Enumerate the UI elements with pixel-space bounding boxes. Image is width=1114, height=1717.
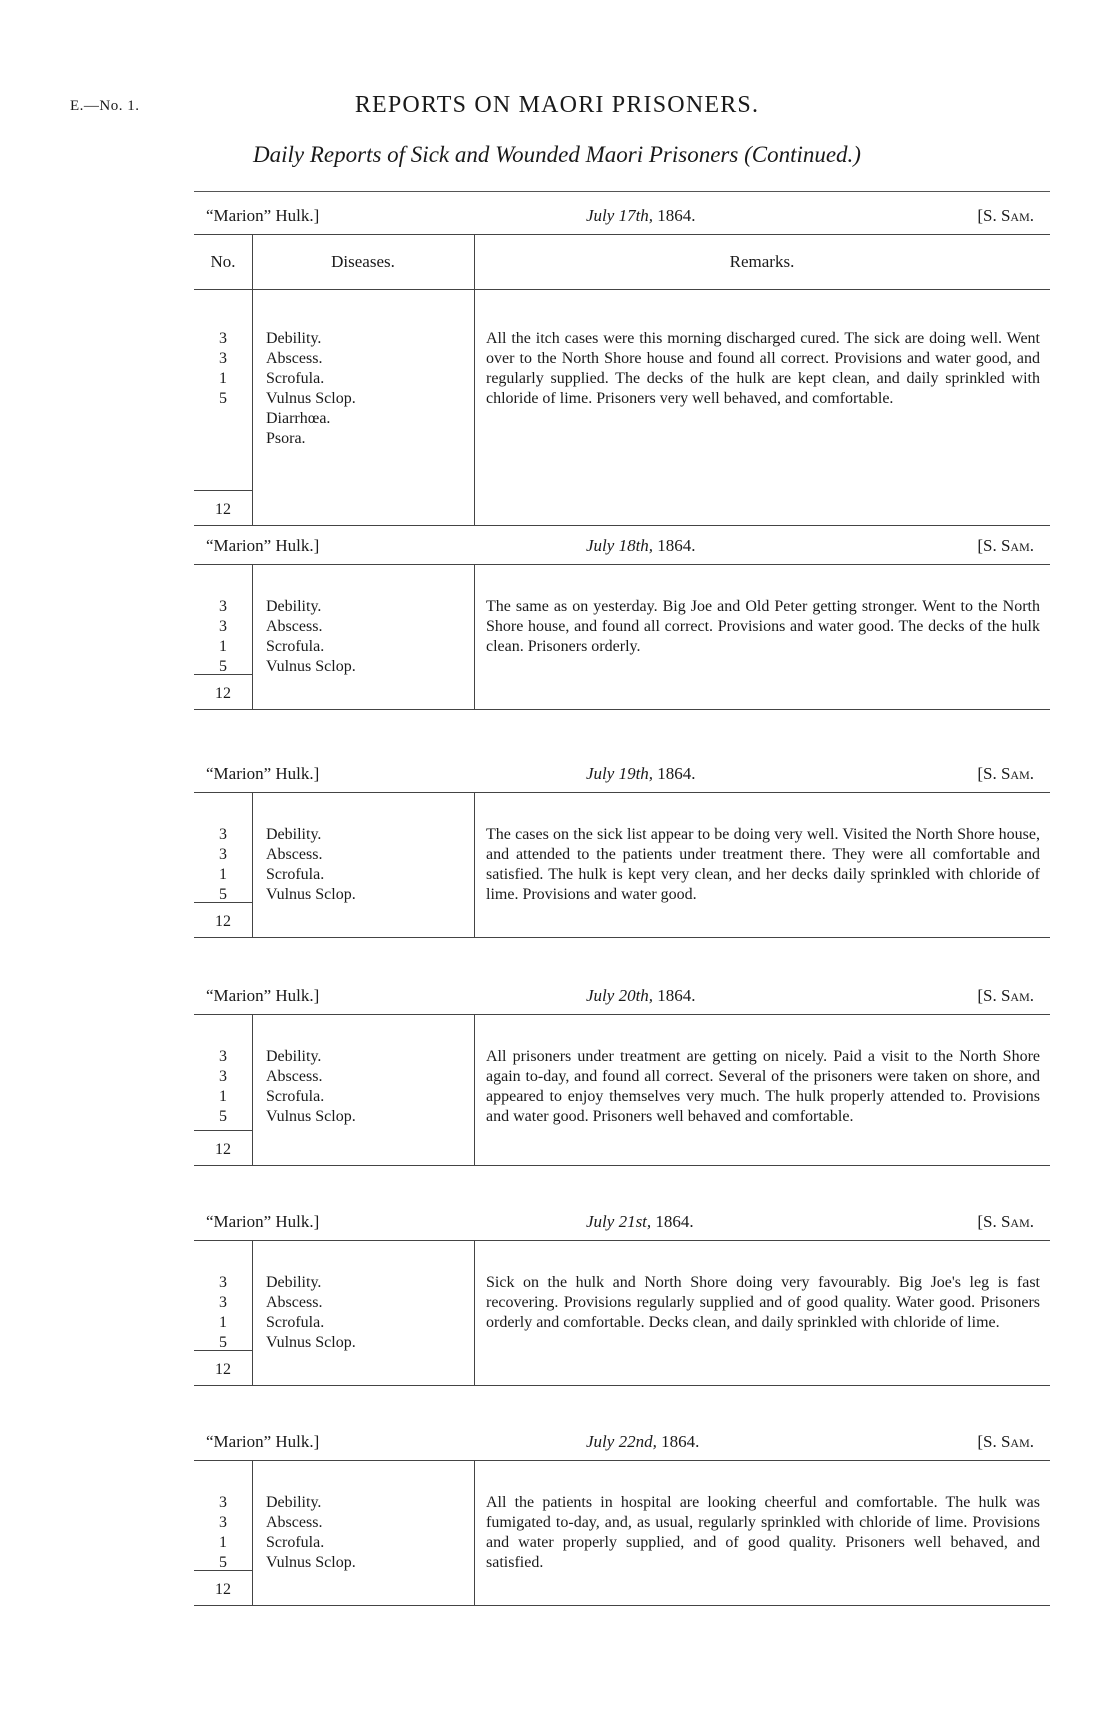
total-rule [194, 1350, 252, 1351]
report-section [194, 752, 1050, 938]
report-header [194, 1200, 1050, 1240]
report-header [194, 752, 1050, 792]
case-number: 3 [219, 1068, 227, 1085]
case-total: 12 [215, 1581, 231, 1598]
disease-item: Debility. [266, 330, 322, 347]
case-number: 5 [219, 1108, 227, 1125]
disease-item: Vulnus Sclop. [266, 1334, 356, 1351]
report-table [194, 564, 1050, 710]
case-number: 1 [219, 866, 227, 883]
officer-signature [977, 764, 1034, 784]
case-numbers [194, 329, 252, 409]
officer-name: Sam. [1000, 1432, 1034, 1451]
diseases-column [252, 1461, 475, 1605]
total-rule [194, 490, 252, 491]
officer-signature [977, 206, 1034, 226]
disease-list [266, 1273, 356, 1353]
report-date-day: July 21st, [586, 1212, 652, 1231]
remarks-column [474, 235, 1050, 525]
officer-name: Sam. [1000, 764, 1034, 783]
report-date-year: 1864. [655, 1212, 694, 1231]
report-date-year: 1864. [657, 764, 696, 783]
case-numbers [194, 1493, 252, 1573]
officer-name: Sam. [1000, 536, 1034, 555]
case-number: 1 [219, 370, 227, 387]
officer-prefix: [S. [977, 206, 997, 225]
column-header-diseases: Diseases. [331, 252, 395, 271]
case-total: 12 [215, 685, 231, 702]
case-total: 12 [215, 913, 231, 930]
number-column [194, 1461, 253, 1605]
officer-signature [977, 986, 1034, 1006]
disease-item: Vulnus Sclop. [266, 886, 356, 903]
disease-item: Debility. [266, 1274, 322, 1291]
report-section [194, 194, 1050, 526]
case-number: 5 [219, 1554, 227, 1571]
disease-item: Abscess. [266, 1068, 323, 1085]
disease-item: Scrofula. [266, 370, 325, 387]
report-section [194, 1420, 1050, 1606]
case-number: 1 [219, 638, 227, 655]
disease-item: Diarrhœa. [266, 410, 331, 427]
officer-signature [977, 536, 1034, 556]
report-header [194, 1420, 1050, 1460]
remarks-column [474, 793, 1050, 937]
case-total: 12 [215, 1141, 231, 1158]
case-number: 3 [219, 350, 227, 367]
disease-item: Vulnus Sclop. [266, 390, 356, 407]
report-date [586, 986, 696, 1006]
disease-list [266, 597, 356, 677]
disease-item: Debility. [266, 1048, 322, 1065]
disease-item: Scrofula. [266, 638, 325, 655]
report-section [194, 524, 1050, 710]
disease-list [266, 329, 356, 449]
disease-item: Psora. [266, 430, 306, 447]
disease-item: Debility. [266, 1494, 322, 1511]
case-numbers [194, 1273, 252, 1353]
column-header-rule [194, 289, 1050, 290]
disease-item: Scrofula. [266, 1314, 325, 1331]
diseases-column [252, 793, 475, 937]
report-date-day: July 20th, [586, 986, 654, 1005]
case-total: 12 [215, 1361, 231, 1378]
report-header [194, 524, 1050, 564]
disease-item: Abscess. [266, 846, 323, 863]
case-number: 3 [219, 1294, 227, 1311]
officer-prefix: [S. [977, 986, 997, 1005]
number-column [194, 1241, 253, 1385]
case-number: 3 [219, 1514, 227, 1531]
diseases-column [252, 1241, 475, 1385]
officer-name: Sam. [1000, 206, 1034, 225]
officer-prefix: [S. [977, 536, 997, 555]
report-date [586, 764, 696, 784]
disease-list [266, 825, 356, 905]
disease-item: Abscess. [266, 1294, 323, 1311]
vessel-label: “Marion” Hulk.] [206, 206, 320, 225]
report-table [194, 234, 1050, 526]
case-number: 3 [219, 598, 227, 615]
diseases-column [252, 565, 475, 709]
disease-item: Abscess. [266, 1514, 323, 1531]
number-column [194, 565, 253, 709]
officer-prefix: [S. [977, 1212, 997, 1231]
disease-list [266, 1047, 356, 1127]
officer-name: Sam. [1000, 986, 1034, 1005]
case-number: 5 [219, 658, 227, 675]
case-number: 5 [219, 1334, 227, 1351]
vessel-label: “Marion” Hulk.] [206, 986, 320, 1005]
total-rule [194, 674, 252, 675]
case-number: 3 [219, 618, 227, 635]
page-reference: E.—No. 1. [70, 98, 140, 114]
column-header-no: No. [210, 252, 236, 271]
remarks-text: All the itch cases were this morning discharged cured. The sick are doing well. Went over to the North Shore house and found all correct. Provisions and water good, and regularly supplied. The decks of the hulk are kept clean, and daily sprinkled with chloride of lime. Prisoners very well behaved, and comfortable. [486, 330, 1040, 407]
disease-list [266, 1493, 356, 1573]
title-rule [194, 191, 1050, 192]
officer-prefix: [S. [977, 764, 997, 783]
vessel-label: “Marion” Hulk.] [206, 764, 320, 783]
vessel-label: “Marion” Hulk.] [206, 536, 320, 555]
report-date-year: 1864. [657, 206, 696, 225]
number-column [194, 1015, 253, 1165]
case-number: 5 [219, 390, 227, 407]
report-date-day: July 17th, [586, 206, 654, 225]
report-date-day: July 19th, [586, 764, 654, 783]
report-date-year: 1864. [661, 1432, 700, 1451]
disease-item: Debility. [266, 598, 322, 615]
number-column [194, 793, 253, 937]
report-table [194, 1240, 1050, 1386]
remarks-text: The cases on the sick list appear to be doing very well. Visited the North Shore house, and attended to the patients under treatment there. They were all comfortable and satisfied. The hulk is kept very clean, and her decks daily sprinkled with chloride of lime. Provisions and water good. [486, 826, 1040, 903]
disease-item: Abscess. [266, 350, 323, 367]
report-table [194, 792, 1050, 938]
case-number: 1 [219, 1088, 227, 1105]
remarks-column [474, 1461, 1050, 1605]
report-date-day: July 18th, [586, 536, 654, 555]
report-date-year: 1864. [657, 986, 696, 1005]
disease-item: Scrofula. [266, 1534, 325, 1551]
diseases-column [252, 1015, 475, 1165]
officer-name: Sam. [1000, 1212, 1034, 1231]
case-number: 3 [219, 1274, 227, 1291]
officer-prefix: [S. [977, 1432, 997, 1451]
total-rule [194, 1130, 252, 1131]
report-date-day: July 22nd, [586, 1432, 657, 1451]
column-header-remarks: Remarks. [729, 252, 795, 271]
report-table [194, 1014, 1050, 1166]
case-number: 3 [219, 846, 227, 863]
page-subtitle: Daily Reports of Sick and Wounded Maori Prisoners (Continued.) [253, 142, 861, 167]
disease-item: Vulnus Sclop. [266, 1554, 356, 1571]
disease-item: Abscess. [266, 618, 323, 635]
vessel-label: “Marion” Hulk.] [206, 1212, 320, 1231]
report-date-year: 1864. [657, 536, 696, 555]
report-table [194, 1460, 1050, 1606]
case-total: 12 [215, 501, 231, 518]
officer-signature [977, 1432, 1034, 1452]
report-section [194, 974, 1050, 1166]
remarks-column [474, 565, 1050, 709]
page-title: REPORTS ON MAORI PRISONERS. [354, 92, 760, 118]
case-number: 1 [219, 1314, 227, 1331]
report-header [194, 194, 1050, 234]
remarks-text: All the patients in hospital are looking cheerful and comfortable. The hulk was fumigated to-day, and, as usual, regularly sprinkled with chloride of lime. Provisions and water properly supplied, and of good quality. Prisoners well behaved, and satisfied. [486, 1494, 1040, 1571]
report-date [586, 1432, 699, 1452]
disease-item: Vulnus Sclop. [266, 1108, 356, 1125]
case-numbers [194, 1047, 252, 1127]
case-number: 3 [219, 1048, 227, 1065]
report-date [586, 536, 696, 556]
case-numbers [194, 597, 252, 677]
case-number: 1 [219, 1534, 227, 1551]
remarks-text: All prisoners under treatment are getting on nicely. Paid a visit to the North Shore again to-day, and found all correct. Several of the prisoners were taken on shore, and appeared to enjoy themselves very much. The hulk properly attended to. Provisions and water good. Prisoners well behaved and comfortable. [486, 1048, 1040, 1125]
case-number: 3 [219, 330, 227, 347]
disease-item: Debility. [266, 826, 322, 843]
report-header [194, 974, 1050, 1014]
report-date [586, 206, 696, 226]
diseases-column [252, 235, 475, 525]
total-rule [194, 902, 252, 903]
disease-item: Vulnus Sclop. [266, 658, 356, 675]
remarks-column [474, 1241, 1050, 1385]
number-column [194, 235, 253, 525]
case-numbers [194, 825, 252, 905]
case-number: 3 [219, 826, 227, 843]
disease-item: Scrofula. [266, 1088, 325, 1105]
remarks-text: Sick on the hulk and North Shore doing very favourably. Big Joe's leg is fast recovering. Provisions regularly supplied and of good quality. Water good. Prisoners orderly and comfortable. Decks clean, and daily sprinkled with chloride of lime. [486, 1274, 1040, 1331]
remarks-text: The same as on yesterday. Big Joe and Old Peter getting stronger. Went to the North Shore house, and found all correct. Provisions and water good. The decks of the hulk clean. Prisoners orderly. [486, 598, 1040, 655]
case-number: 5 [219, 886, 227, 903]
total-rule [194, 1570, 252, 1571]
case-number: 3 [219, 1494, 227, 1511]
report-date [586, 1212, 694, 1232]
disease-item: Scrofula. [266, 866, 325, 883]
officer-signature [977, 1212, 1034, 1232]
report-section [194, 1200, 1050, 1386]
vessel-label: “Marion” Hulk.] [206, 1432, 320, 1451]
remarks-column [474, 1015, 1050, 1165]
